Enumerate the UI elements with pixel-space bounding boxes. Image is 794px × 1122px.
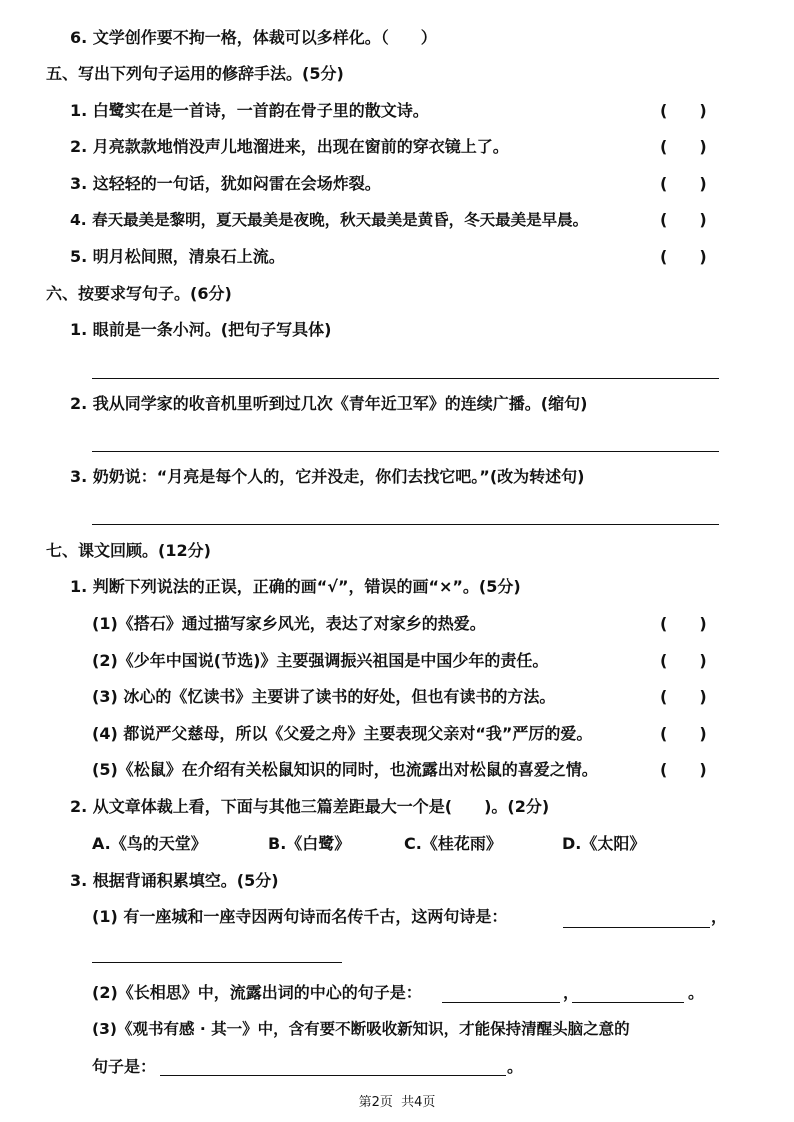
- punct: ，: [711, 907, 728, 926]
- sec5-item-4: 4. 春天最美是黎明，夏天最美是夜晚，秋天最美是黄昏，冬天最美是早晨。: [70, 211, 589, 229]
- sec7-q1-item-1: (1)《搭石》通过描写家乡风光，表达了对家乡的热爱。: [92, 614, 486, 633]
- sec7-q3-part-2: (2)《长相思》中，流露出词的中心的句子是：: [92, 983, 422, 1002]
- answer-paren[interactable]: ( ): [660, 760, 707, 779]
- fill-blank[interactable]: [160, 1075, 506, 1076]
- punct: 。: [507, 1057, 524, 1076]
- sec6-item-2: 2. 我从同学家的收音机里听到过几次《青年近卫军》的连续广播。(缩句): [70, 394, 588, 413]
- answer-paren[interactable]: ( ): [660, 724, 707, 743]
- punct: ，: [563, 983, 580, 1002]
- option-d[interactable]: D.《太阳》: [562, 834, 646, 853]
- sec6-item-1: 1. 眼前是一条小河。(把句子写具体): [70, 320, 332, 339]
- answer-line[interactable]: [92, 451, 719, 452]
- section-6-heading: 六、按要求写句子。(6分): [46, 284, 232, 303]
- sec7-q1-item-3: (3) 冰心的《忆读书》主要讲了读书的好处，但也有读书的方法。: [92, 687, 556, 706]
- sec7-q3-title: 3. 根据背诵积累填空。(5分): [70, 871, 279, 890]
- answer-paren[interactable]: ( ): [660, 101, 707, 120]
- fill-blank[interactable]: [572, 1002, 684, 1003]
- sec5-item-3: 3. 这轻轻的一句话，犹如闷雷在会场炸裂。: [70, 174, 381, 193]
- sec7-q1-title: 1. 判断下列说法的正误，正确的画“√”，错误的画“×”。(5分): [70, 577, 521, 596]
- answer-paren[interactable]: ( ): [660, 210, 707, 229]
- sec5-item-2: 2. 月亮款款地悄没声儿地溜进来，出现在窗前的穿衣镜上了。: [70, 137, 509, 156]
- answer-paren[interactable]: ( ): [660, 247, 707, 266]
- fill-blank[interactable]: [442, 1002, 560, 1003]
- answer-paren[interactable]: ( ): [660, 174, 707, 193]
- sec7-q1-item-4: (4) 都说严父慈母，所以《父爱之舟》主要表现父亲对“我”严厉的爱。: [92, 724, 593, 743]
- answer-paren[interactable]: ( ): [660, 137, 707, 156]
- sec7-q3-part-3-cont: 句子是：: [92, 1057, 157, 1076]
- fill-blank[interactable]: [92, 962, 342, 963]
- page-footer: [0, 1094, 794, 1112]
- answer-paren[interactable]: ( ): [660, 687, 707, 706]
- sec6-item-3: 3. 奶奶说：“月亮是每个人的，它并没走，你们去找它吧。”(改为转述句): [70, 467, 585, 486]
- answer-line[interactable]: [92, 524, 719, 525]
- page-total: 共4页: [401, 1095, 436, 1110]
- sec7-q3-part-3: (3)《观书有感 · 其一》中，含有要不断吸收新知识，才能保持清醒头脑之意的: [92, 1020, 630, 1038]
- sec7-q1-item-5: (5)《松鼠》在介绍有关松鼠知识的同时，也流露出对松鼠的喜爱之情。: [92, 760, 598, 779]
- answer-paren[interactable]: ( ): [660, 651, 707, 670]
- answer-line[interactable]: [92, 378, 719, 379]
- fill-blank[interactable]: [563, 927, 710, 928]
- question-6: 6. 文学创作要不拘一格，体裁可以多样化。（ ）: [70, 28, 437, 47]
- sec7-q3-part-1: (1) 有一座城和一座寺因两句诗而名传千古，这两句诗是：: [92, 907, 508, 926]
- answer-paren[interactable]: ( ): [660, 614, 707, 633]
- sec7-q1-item-2: (2)《少年中国说(节选)》主要强调振兴祖国是中国少年的责任。: [92, 651, 549, 670]
- sec5-item-1: 1. 白鹭实在是一首诗，一首韵在骨子里的散文诗。: [70, 101, 429, 120]
- page-number: 第2页: [358, 1095, 393, 1110]
- option-b[interactable]: B.《白鹭》: [268, 834, 351, 853]
- sec7-q2-title: 2. 从文章体裁上看，下面与其他三篇差距最大一个是( )。(2分): [70, 797, 550, 816]
- option-a[interactable]: A.《鸟的天堂》: [92, 834, 207, 853]
- sec5-item-5: 5. 明月松间照，清泉石上流。: [70, 247, 285, 266]
- option-c[interactable]: C.《桂花雨》: [404, 834, 502, 853]
- punct: 。: [688, 983, 705, 1002]
- section-5-heading: 五、写出下列句子运用的修辞手法。(5分): [46, 64, 344, 83]
- section-7-heading: 七、课文回顾。(12分): [46, 541, 211, 560]
